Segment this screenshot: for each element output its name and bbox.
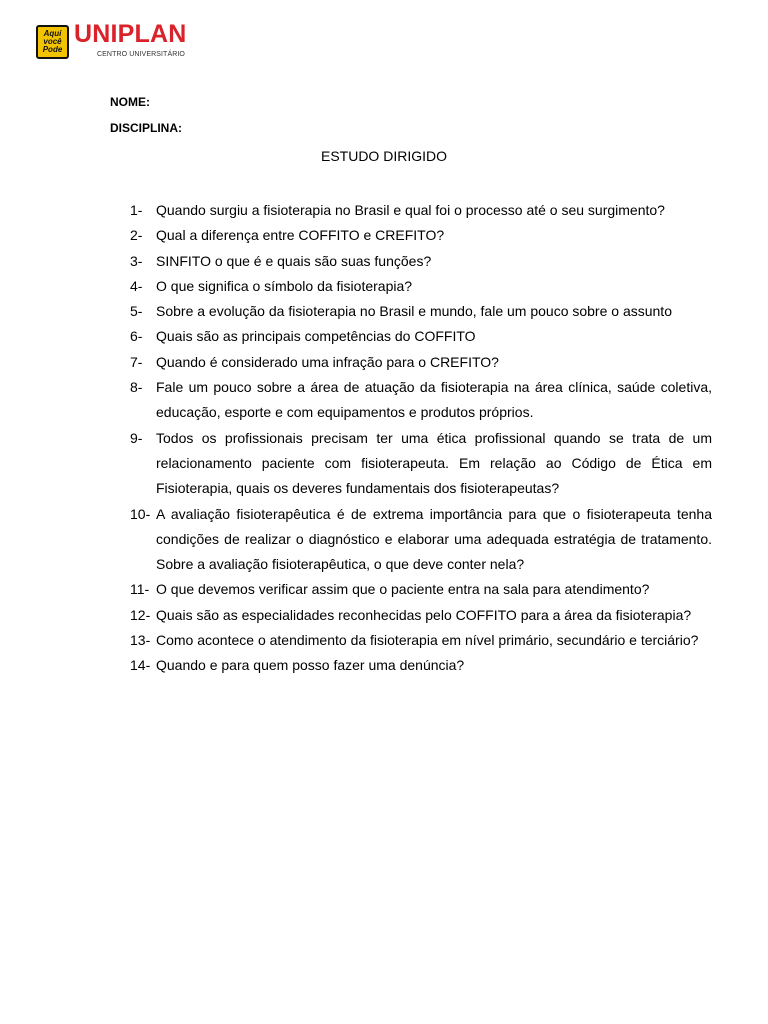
- question-number: 6-: [130, 328, 143, 345]
- question-number: 13-: [130, 632, 151, 649]
- document-title: ESTUDO DIRIGIDO: [320, 148, 447, 164]
- question-text: O que devemos verificar assim que o paciente entra na sala para atendimento?: [156, 581, 650, 598]
- question-number: 4-: [130, 277, 143, 294]
- question-item: [130, 577, 712, 602]
- question-text: Quando e para quem posso fazer uma denúncia?: [156, 657, 465, 674]
- logo-subtitle: CENTRO UNIVERSITÁRIO: [97, 51, 185, 58]
- question-text: Quais são as principais competências do COFFITO: [156, 328, 476, 345]
- question-number: 5-: [130, 303, 143, 320]
- name-label: NOME:: [110, 95, 150, 109]
- question-text: SINFITO o que é e quais são suas funções?: [156, 252, 432, 269]
- question-number: 3-: [130, 252, 143, 269]
- question-text: Quando surgiu a fisioterapia no Brasil e qual foi o processo até o seu surgimento?: [156, 202, 665, 218]
- question-number: 1-: [130, 202, 143, 218]
- question-item: [130, 324, 712, 349]
- question-item: [130, 628, 712, 653]
- logo-badge-line: você: [43, 37, 62, 46]
- question-number: 10-: [130, 505, 151, 522]
- logo-badge: [36, 25, 69, 59]
- question-number: 11-: [130, 581, 150, 598]
- question-item: [130, 375, 712, 426]
- question-item: [130, 603, 712, 628]
- question-item: [130, 426, 712, 502]
- question-text: Quais são as especialidades reconhecidas pelo COFFITO para a área da fisioterapia?: [156, 606, 692, 623]
- question-number: 9-: [130, 429, 143, 446]
- question-item: [130, 502, 712, 578]
- question-text: Quando é considerado uma infração para o CREFITO?: [156, 353, 499, 370]
- logo-badge-line: Aqui: [43, 29, 62, 38]
- question-text: O que significa o símbolo da fisioterapia?: [156, 277, 413, 294]
- question-item: [130, 223, 712, 248]
- question-text: Sobre a evolução da fisioterapia no Brasil e mundo, fale um pouco sobre o assunto: [156, 303, 672, 320]
- logo-badge-line: Pode: [42, 45, 63, 54]
- question-item: [130, 350, 712, 375]
- question-number: 12-: [130, 606, 151, 623]
- question-text: Todos os profissionais precisam ter uma ética profissional quando se trata de um relacionamento paciente com fisioterapeuta. Em relação ao Código de Ética em Fisioterapia, quais os deveres fundamentais dos fisioterapeutas?: [156, 429, 712, 497]
- question-item: [130, 198, 712, 223]
- question-number: 8-: [130, 379, 143, 396]
- question-item: [130, 274, 712, 299]
- discipline-label: DISCIPLINA:: [110, 121, 182, 135]
- logo-wordmark: UNIPLAN: [74, 20, 187, 48]
- uniplan-logo: [36, 20, 216, 61]
- question-text: Fale um pouco sobre a área de atuação da fisioterapia na área clínica, saúde coletiva, educação, esporte e com equipamentos e produtos próprios.: [156, 379, 712, 421]
- question-item: [130, 653, 712, 678]
- question-text: Como acontece o atendimento da fisioterapia em nível primário, secundário e terciário?: [156, 632, 699, 649]
- question-item: [130, 249, 712, 274]
- question-number: 2-: [130, 227, 143, 244]
- question-number: 7-: [130, 353, 143, 370]
- question-list: [130, 198, 712, 679]
- question-text: Qual a diferença entre COFFITO e CREFITO?: [156, 227, 445, 244]
- question-number: 14-: [130, 657, 151, 674]
- question-item: [130, 299, 712, 324]
- question-text: A avaliação fisioterapêutica é de extrema importância para que o fisioterapeuta tenha condições de realizar o diagnóstico e elaborar uma adequada estratégia de tratamento. Sobre a avaliação fisioterapêutica, o que deve conter nela?: [156, 505, 712, 573]
